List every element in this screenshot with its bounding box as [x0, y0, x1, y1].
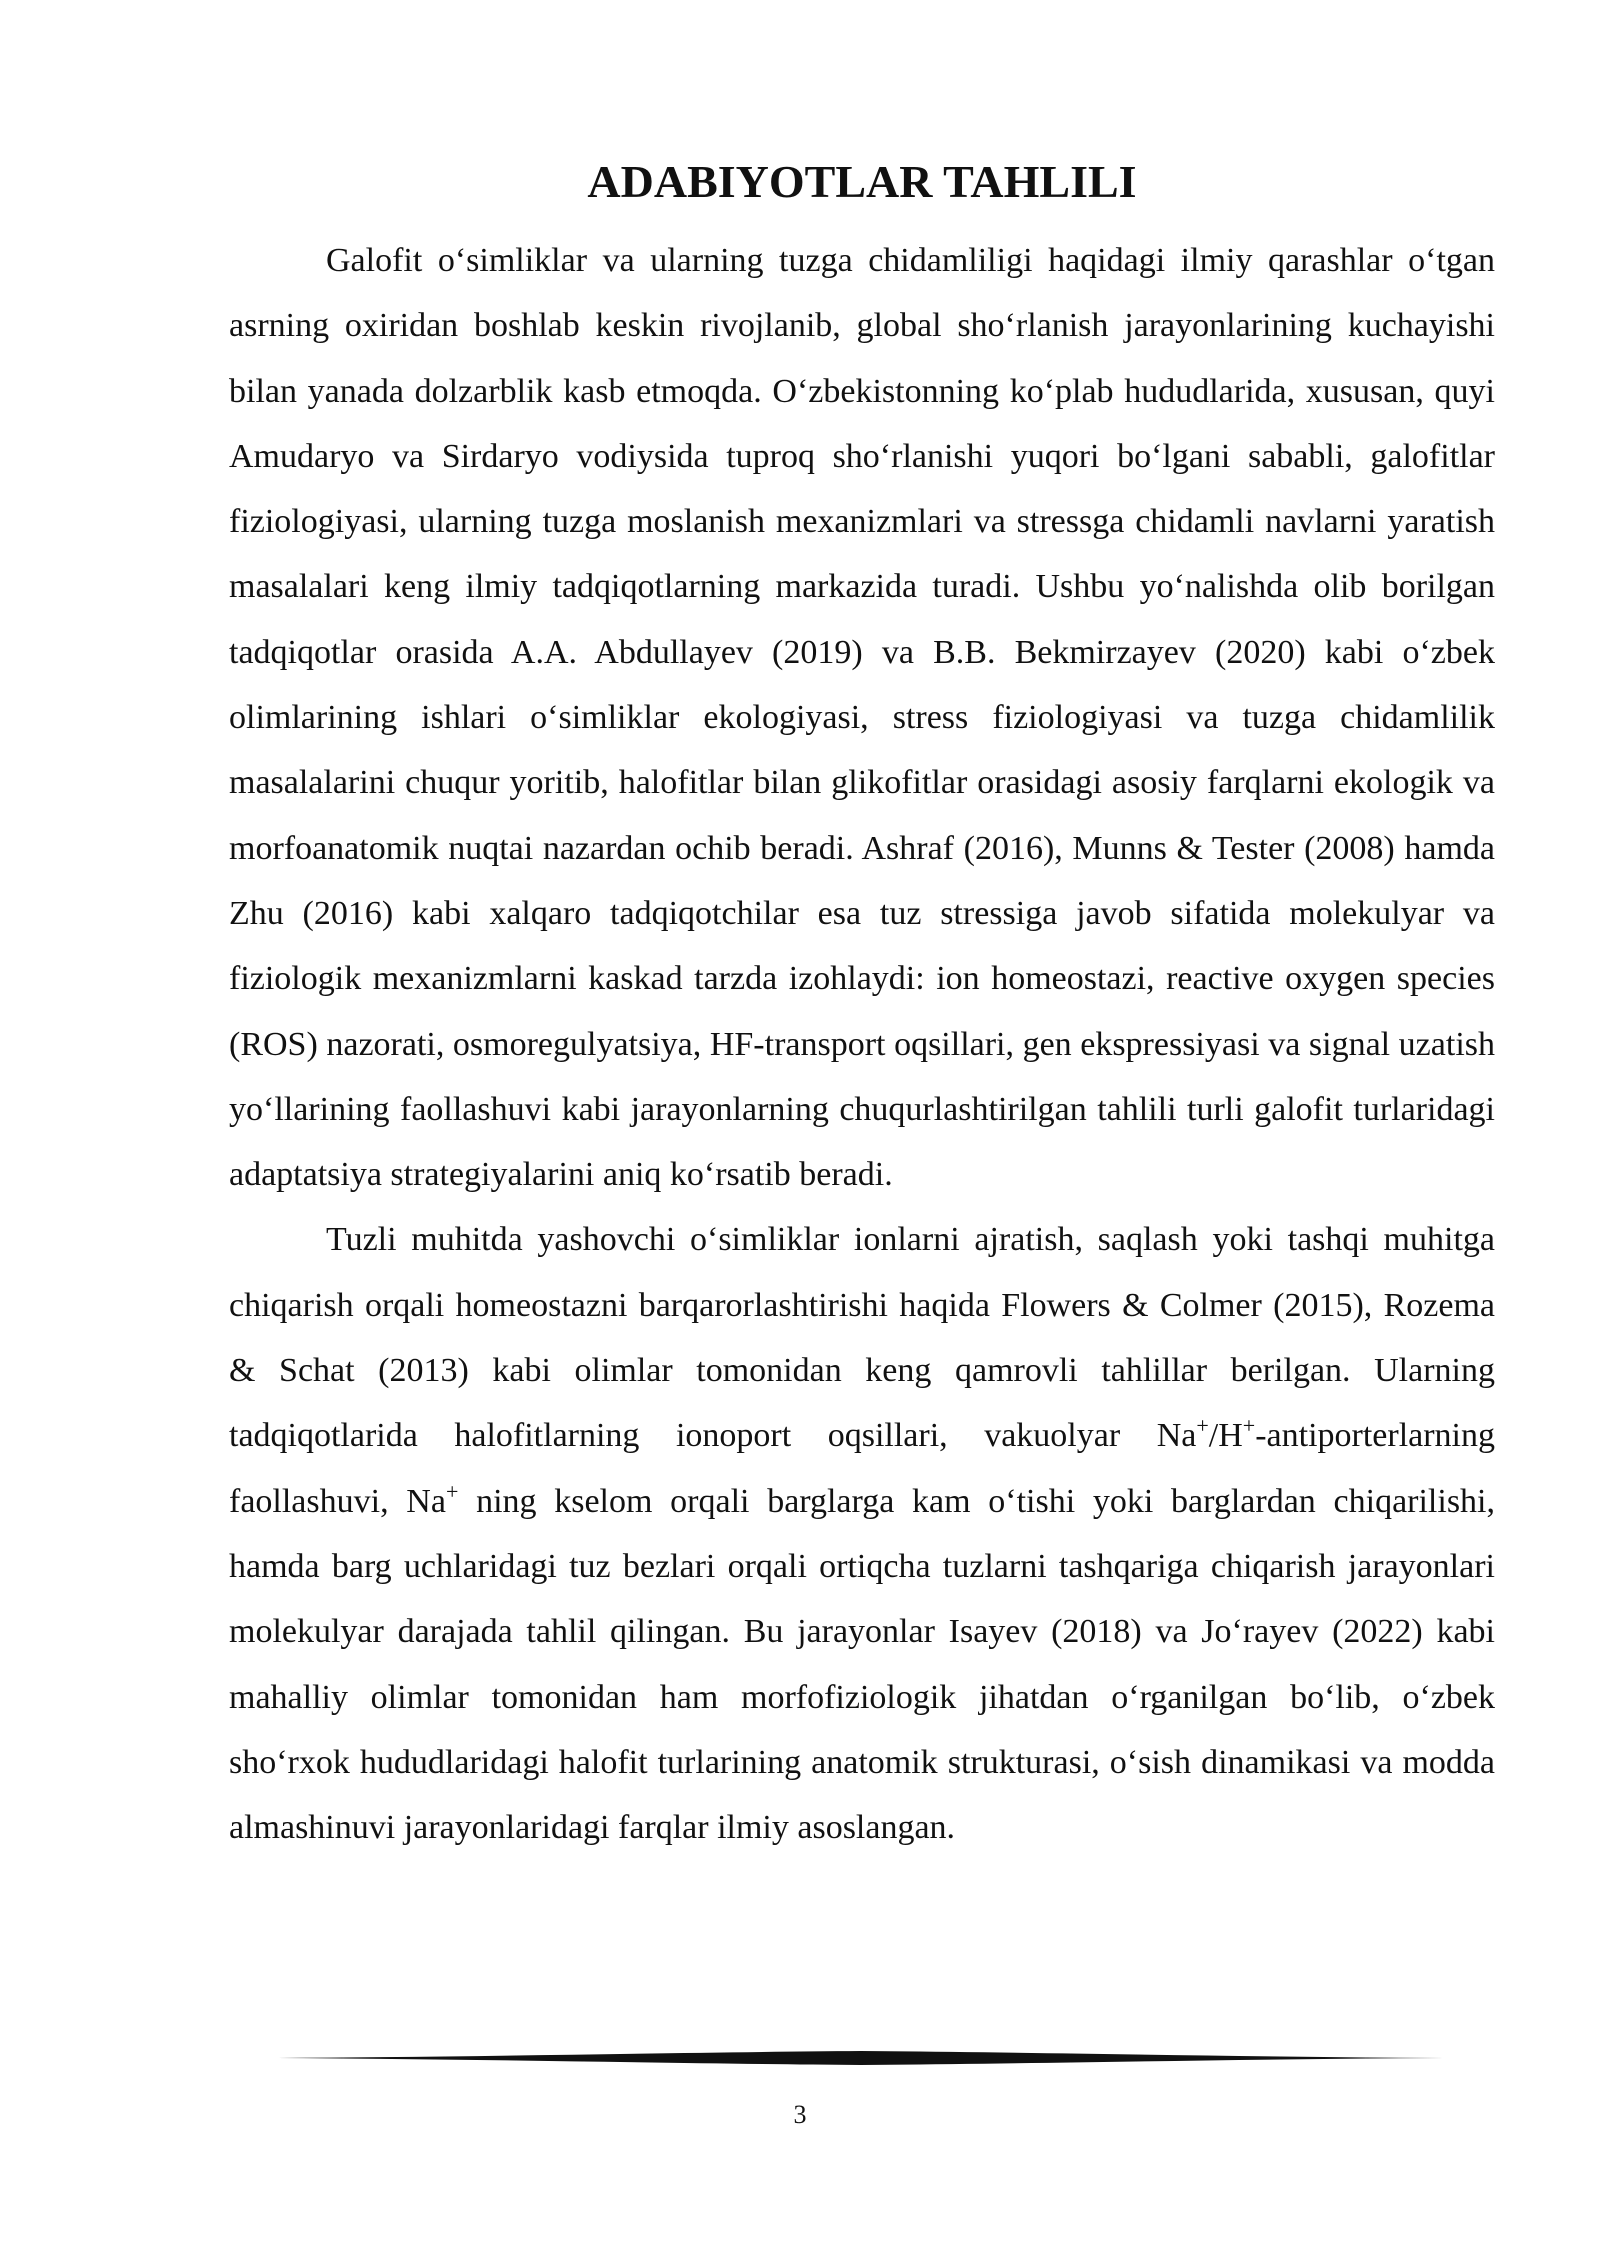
- paragraph-2: [229, 1207, 1495, 1860]
- superscript-plus: +: [1242, 1413, 1256, 1439]
- superscript-plus: +: [1196, 1413, 1209, 1439]
- paragraph-2-text: /H: [1208, 1417, 1243, 1455]
- paragraph-2-text: -antiporterlarning faollashuvi, Na: [229, 1417, 1495, 1520]
- page-heading: ADABIYOTLAR TAHLILI: [587, 156, 1137, 207]
- decorative-divider: [278, 2046, 1444, 2070]
- superscript-plus: +: [445, 1478, 459, 1504]
- paragraph-2-text: ning kselom orqali barglarga kam o‘tishi yoki barglardan chiqarilishi, hamda barg uchlaridagi tuz bezlari orqali ortiqcha tuzlarni tashqariga chiqarish jarayonlari molekulyar darajada tahlil qilingan. Bu jarayonlar Isayev (2018) va Jo‘rayev (2022) kabi mahalliy olimlar tomonidan ham morfofiziologik jihatdan o‘rganilgan bo‘lib, o‘zbek sho‘rxok hududlaridagi halofit turlarining anatomik strukturasi, o‘sish dinamikasi va modda almashinuvi jarayonlaridagi farqlar ilmiy asoslangan.: [229, 1482, 1495, 1847]
- body-text: [229, 228, 1495, 1860]
- page-number: 3: [793, 2100, 807, 2129]
- paragraph-2-text: Tuzli muhitda yashovchi o‘simliklar ionlarni ajratish, saqlash yoki tashqi muhitga chiqarish orqali homeostazni barqarorlashtirishi haqida Flowers & Colmer (2015), Rozema & Schat (2013) kabi olimlar tomonidan keng qamrovli tahlillar berilgan. Ularning tadqiqotlarida halofitlarning ionoport oqsillari, vakuolyar Na: [229, 1221, 1495, 1455]
- paragraph-1: Galofit o‘simliklar va ularning tuzga chidamliligi haqidagi ilmiy qarashlar o‘tgan asrning oxiridan boshlab keskin rivojlanib, global sho‘rlanish jarayonlarining kuchayishi bilan yanada dolzarblik kasb etmoqda. O‘zbekistonning ko‘plab hududlarida, xususan, quyi Amudaryo va Sirdaryo vodiysida tuproq sho‘rlanishi yuqori bo‘lgani sababli, galofitlar fiziologiyasi, ularning tuzga moslanish mexanizmlari va stressga chidamli navlarni yaratish masalalari keng ilmiy tadqiqotlarning markazida turadi. Ushbu yo‘nalishda olib borilgan tadqiqotlar orasida A.A. Abdullayev (2019) va B.B. Bekmirzayev (2020) kabi o‘zbek olimlarining ishlari o‘simliklar ekologiyasi, stress fiziologiyasi va tuzga chidamlilik masalalarini chuqur yoritib, halofitlar bilan glikofitlar orasidagi asosiy farqlarni ekologik va morfoanatomik nuqtai nazardan ochib beradi. Ashraf (2016), Munns & Tester (2008) hamda Zhu (2016) kabi xalqaro tadqiqotchilar esa tuz stressiga javob sifatida molekulyar va fiziologik mexanizmlarni kaskad tarzda izohlaydi: ion homeostazi, reactive oxygen species (ROS) nazorati, osmoregulyatsiya, HF-transport oqsillari, gen ekspressiyasi va signal uzatish yo‘llarining faollashuvi kabi jarayonlarning chuqurlashtirilgan tahlili turli galofit turlaridagi adaptatsiya strategiyalarini aniq ko‘rsatib beradi.: [229, 242, 1495, 1194]
- divider-swash: [278, 2051, 1444, 2065]
